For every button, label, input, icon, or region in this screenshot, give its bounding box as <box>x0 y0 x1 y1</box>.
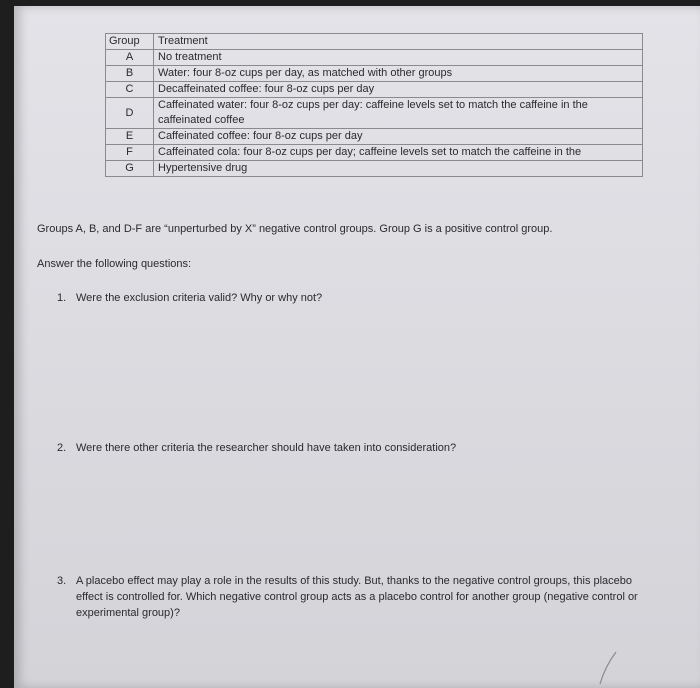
group-cell: A <box>106 50 154 66</box>
table-row <box>106 145 643 161</box>
treatment-cell: Decaffeinated coffee: four 8-oz cups per day <box>154 82 643 98</box>
table-row <box>106 161 643 177</box>
group-cell: C <box>106 82 154 98</box>
group-column-header: Group <box>106 34 154 50</box>
treatment-cell: Water: four 8-oz cups per day, as matched with other groups <box>154 66 643 82</box>
treatment-column-header: Treatment <box>154 34 643 50</box>
table-row <box>106 66 643 82</box>
question-number: 2. <box>57 442 67 454</box>
question-number: 3. <box>57 575 67 587</box>
table-row <box>106 98 643 129</box>
table-row <box>106 50 643 66</box>
group-cell: G <box>106 161 154 177</box>
treatment-cell: Caffeinated cola: four 8-oz cups per day; caffeine levels set to match the caffeine in the <box>154 145 643 161</box>
instruction-text: Answer the following questions: <box>37 258 192 270</box>
group-cell: D <box>106 98 154 129</box>
group-cell: F <box>106 145 154 161</box>
treatment-table <box>105 33 643 177</box>
question-1 <box>57 290 322 306</box>
table-header-row <box>106 34 643 50</box>
treatment-cell: Caffeinated coffee: four 8-oz cups per day <box>154 129 643 145</box>
question-3 <box>57 573 657 621</box>
question-number: 1. <box>57 292 67 304</box>
treatment-cell: No treatment <box>154 50 643 66</box>
group-cell: B <box>106 66 154 82</box>
treatment-cell: Hypertensive drug <box>154 161 643 177</box>
table-row <box>106 129 643 145</box>
group-cell: E <box>106 129 154 145</box>
intro-paragraph: Groups A, B, and D-F are “unperturbed by X” negative control groups. Group G is a positive control group. <box>37 223 553 235</box>
pen-stroke-mark <box>590 650 620 686</box>
question-text: Were there other criteria the researcher should have taken into consideration? <box>76 442 457 454</box>
question-text: A placebo effect may play a role in the results of this study. But, thanks to the negative control groups, this placebo effect is controlled for. Which negative control group acts as a placebo control for another group (negative control or experimental group)? <box>76 575 638 619</box>
question-text: Were the exclusion criteria valid? Why or why not? <box>76 292 323 304</box>
table-row <box>106 82 643 98</box>
treatment-cell: Caffeinated water: four 8-oz cups per day: caffeine levels set to match the caffeine in the caffeinated coffee <box>154 98 643 129</box>
question-2 <box>57 440 456 456</box>
